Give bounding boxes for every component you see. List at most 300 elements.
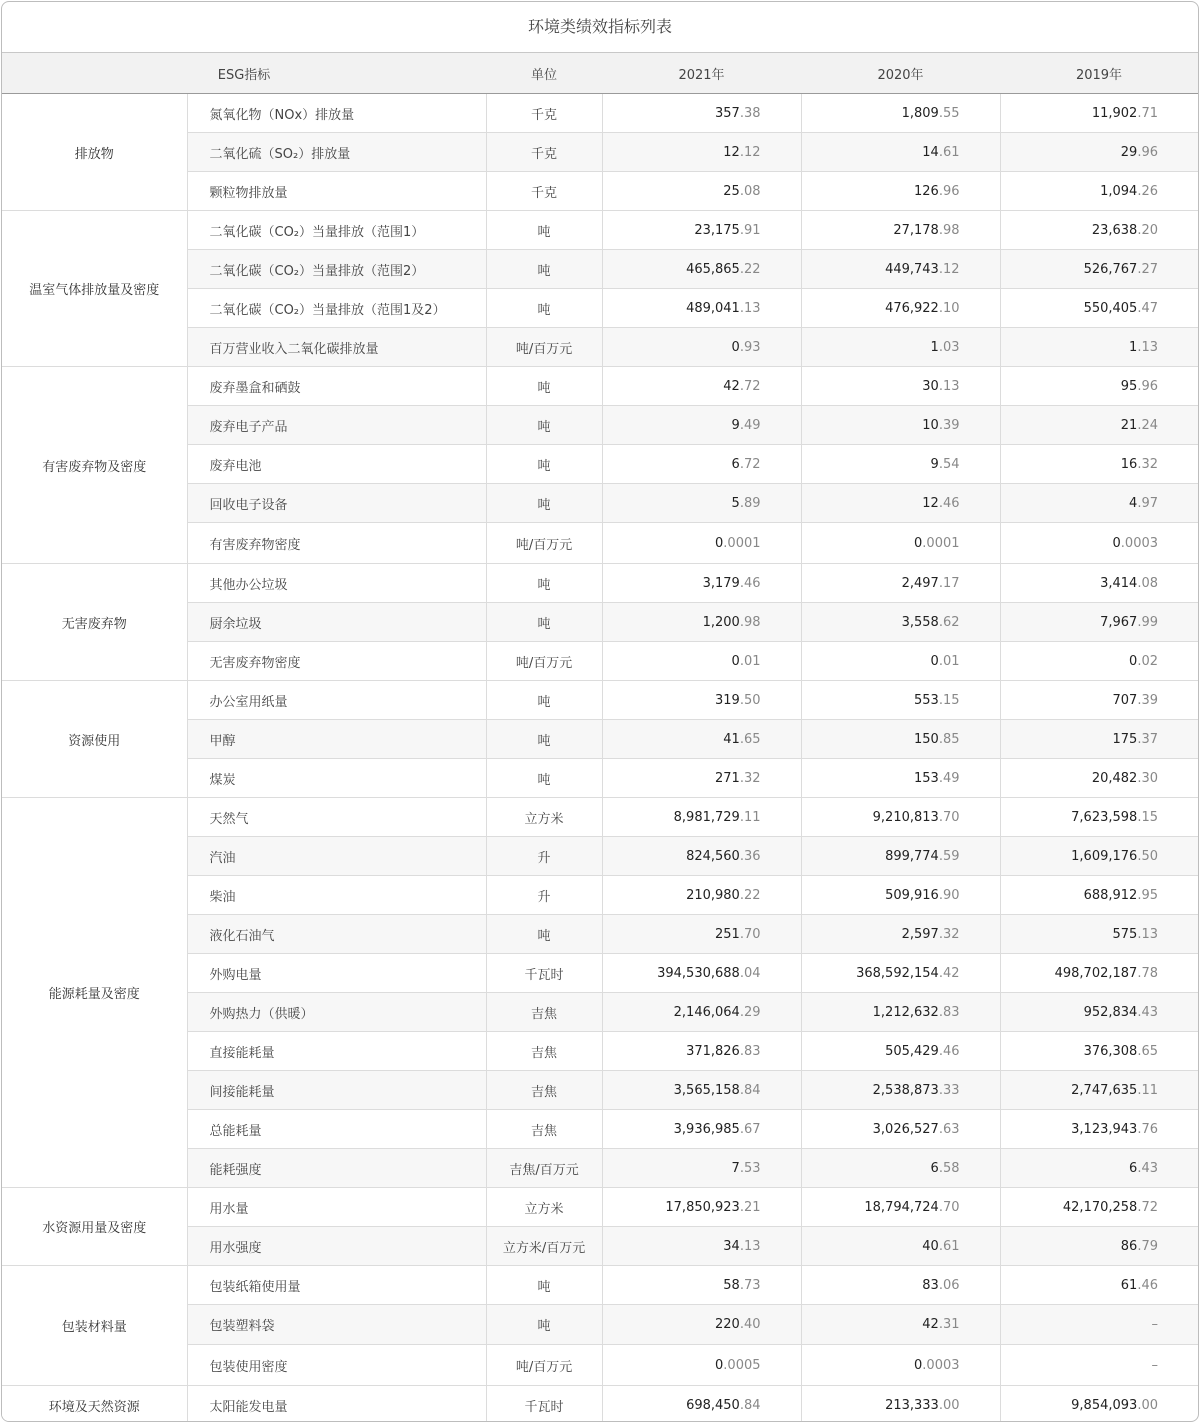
unit-cell: 升 xyxy=(486,837,602,876)
value-text: 2,146,064.29 xyxy=(673,1004,761,1020)
value-cell-2020 xyxy=(801,1188,1000,1227)
value-cell-2019 xyxy=(1000,759,1198,798)
indicator-cell: 包装纸箱使用量 xyxy=(187,1266,486,1305)
value-text: 61.46 xyxy=(1120,1277,1159,1293)
value-text: 505,429.46 xyxy=(885,1043,960,1059)
value-cell-2020 xyxy=(801,94,1000,133)
value-text: 0.0003 xyxy=(914,1357,960,1373)
value-text: 27,178.98 xyxy=(893,222,960,238)
value-text: 6.58 xyxy=(930,1160,960,1176)
value-cell-2019 xyxy=(1000,642,1198,681)
value-text: 20,482.30 xyxy=(1091,770,1159,786)
unit-cell: 吨 xyxy=(486,720,602,759)
value-cell-2020 xyxy=(801,720,1000,759)
category-cell: 有害废弃物及密度 xyxy=(2,367,187,564)
value-cell-2019 xyxy=(1000,94,1198,133)
value-text: 6.72 xyxy=(731,456,761,472)
value-cell-2021 xyxy=(602,564,801,603)
value-cell-2020 xyxy=(801,993,1000,1032)
unit-cell: 吉焦 xyxy=(486,1032,602,1071)
value-text: 707.39 xyxy=(1112,692,1159,708)
value-cell-2020 xyxy=(801,1305,1000,1345)
value-cell-2021 xyxy=(602,1071,801,1110)
value-cell-2019 xyxy=(1000,1386,1198,1423)
unit-cell: 千克 xyxy=(486,94,602,133)
value-text: 9,854,093.00 xyxy=(1071,1398,1159,1413)
value-text: 1.03 xyxy=(930,339,960,355)
value-text: 3,936,985.67 xyxy=(673,1121,761,1137)
category-cell: 水资源用量及密度 xyxy=(2,1188,187,1266)
value-cell-2019 xyxy=(1000,1227,1198,1266)
value-text: 10.39 xyxy=(922,417,960,433)
value-text: 12.46 xyxy=(922,495,960,511)
unit-cell: 吨 xyxy=(486,406,602,445)
unit-cell: 吨/百万元 xyxy=(486,642,602,681)
value-text: 498,702,187.78 xyxy=(1054,965,1159,981)
value-cell-2019 xyxy=(1000,484,1198,523)
value-text: 8,981,729.11 xyxy=(673,809,761,825)
value-cell-2019 xyxy=(1000,876,1198,915)
value-text: 3,026,527.63 xyxy=(872,1121,960,1137)
value-text: 21.24 xyxy=(1120,417,1159,433)
value-text: – xyxy=(1151,1317,1159,1332)
table-body xyxy=(2,94,1198,1423)
value-text: 0.01 xyxy=(930,653,960,669)
indicator-cell: 总能耗量 xyxy=(187,1110,486,1149)
value-text: 2,597.32 xyxy=(901,926,960,942)
value-cell-2021 xyxy=(602,1266,801,1305)
value-text: 86.79 xyxy=(1120,1238,1159,1254)
unit-cell: 吉焦 xyxy=(486,993,602,1032)
header-2021: 2021年 xyxy=(602,53,801,94)
value-cell-2019 xyxy=(1000,1149,1198,1188)
table-row xyxy=(2,1188,1198,1227)
indicator-cell: 汽油 xyxy=(187,837,486,876)
value-cell-2020 xyxy=(801,1266,1000,1305)
value-cell-2021 xyxy=(602,915,801,954)
value-text: 4.97 xyxy=(1129,495,1159,511)
value-cell-2019 xyxy=(1000,681,1198,720)
table-row xyxy=(2,1266,1198,1305)
value-text: 11,902.71 xyxy=(1091,105,1159,121)
value-text: 3,558.62 xyxy=(901,614,960,630)
value-text: 489,041.13 xyxy=(686,300,761,316)
indicator-cell: 能耗强度 xyxy=(187,1149,486,1188)
value-cell-2020 xyxy=(801,250,1000,289)
value-cell-2020 xyxy=(801,915,1000,954)
value-cell-2020 xyxy=(801,367,1000,406)
value-cell-2021 xyxy=(602,289,801,328)
value-text: 1,212,632.83 xyxy=(872,1004,960,1020)
indicator-cell: 颗粒物排放量 xyxy=(187,172,486,211)
indicator-cell: 办公室用纸量 xyxy=(187,681,486,720)
unit-cell: 吨 xyxy=(486,250,602,289)
value-cell-2019 xyxy=(1000,523,1198,564)
value-text: 3,565,158.84 xyxy=(673,1082,761,1098)
value-text: 58.73 xyxy=(723,1277,761,1293)
value-text: 1,094.26 xyxy=(1100,183,1159,199)
unit-cell: 千克 xyxy=(486,133,602,172)
value-text: 465,865.22 xyxy=(686,261,761,277)
value-cell-2021 xyxy=(602,328,801,367)
value-cell-2020 xyxy=(801,1386,1000,1423)
value-text: 213,333.00 xyxy=(885,1398,960,1413)
value-cell-2021 xyxy=(602,211,801,250)
value-cell-2019 xyxy=(1000,798,1198,837)
value-text: 553.15 xyxy=(914,692,960,708)
value-text: 23,638.20 xyxy=(1091,222,1159,238)
value-text: 952,834.43 xyxy=(1083,1004,1159,1020)
indicator-cell: 氮氧化物（NOx）排放量 xyxy=(187,94,486,133)
indicator-cell: 外购电量 xyxy=(187,954,486,993)
value-text: 0.0001 xyxy=(914,535,960,551)
unit-cell: 吉焦/百万元 xyxy=(486,1149,602,1188)
indicator-cell: 间接能耗量 xyxy=(187,1071,486,1110)
value-cell-2020 xyxy=(801,1032,1000,1071)
indicator-cell: 二氧化碳（CO₂）当量排放（范围1及2） xyxy=(187,289,486,328)
value-cell-2019 xyxy=(1000,289,1198,328)
value-cell-2020 xyxy=(801,1110,1000,1149)
value-cell-2020 xyxy=(801,172,1000,211)
header-row xyxy=(2,53,1198,94)
value-cell-2019 xyxy=(1000,915,1198,954)
category-cell: 排放物 xyxy=(2,94,187,211)
value-text: 0.0005 xyxy=(715,1357,761,1373)
value-cell-2021 xyxy=(602,1345,801,1386)
value-text: 0.93 xyxy=(731,339,761,355)
indicator-cell: 废弃墨盒和硒鼓 xyxy=(187,367,486,406)
unit-cell: 立方米 xyxy=(486,798,602,837)
indicator-cell: 废弃电池 xyxy=(187,445,486,484)
unit-cell: 立方米 xyxy=(486,1188,602,1227)
value-cell-2020 xyxy=(801,1149,1000,1188)
unit-cell: 吉焦 xyxy=(486,1110,602,1149)
value-cell-2021 xyxy=(602,837,801,876)
value-cell-2021 xyxy=(602,94,801,133)
value-text: 526,767.27 xyxy=(1083,261,1159,277)
value-cell-2021 xyxy=(602,406,801,445)
value-cell-2020 xyxy=(801,564,1000,603)
value-cell-2019 xyxy=(1000,445,1198,484)
value-cell-2021 xyxy=(602,1386,801,1423)
value-cell-2019 xyxy=(1000,1032,1198,1071)
value-text: 899,774.59 xyxy=(885,848,960,864)
value-cell-2020 xyxy=(801,406,1000,445)
indicator-cell: 回收电子设备 xyxy=(187,484,486,523)
unit-cell: 千瓦时 xyxy=(486,954,602,993)
value-text: 368,592,154.42 xyxy=(856,965,960,981)
value-text: 824,560.36 xyxy=(686,848,761,864)
value-cell-2020 xyxy=(801,133,1000,172)
indicator-cell: 液化石油气 xyxy=(187,915,486,954)
value-text: 83.06 xyxy=(922,1277,960,1293)
category-cell: 能源耗量及密度 xyxy=(2,798,187,1188)
indicator-cell: 有害废弃物密度 xyxy=(187,523,486,564)
indicator-cell: 外购热力（供暖） xyxy=(187,993,486,1032)
value-cell-2021 xyxy=(602,172,801,211)
unit-cell: 吨 xyxy=(486,1266,602,1305)
value-cell-2021 xyxy=(602,250,801,289)
value-cell-2021 xyxy=(602,954,801,993)
value-text: 3,414.08 xyxy=(1100,575,1159,591)
table-row xyxy=(2,798,1198,837)
value-cell-2021 xyxy=(602,798,801,837)
value-text: 0.0003 xyxy=(1112,535,1159,551)
table-row xyxy=(2,94,1198,133)
indicator-cell: 其他办公垃圾 xyxy=(187,564,486,603)
unit-cell: 千克 xyxy=(486,172,602,211)
value-text: 0.02 xyxy=(1129,653,1159,669)
value-text: 210,980.22 xyxy=(686,887,761,903)
value-text: 319.50 xyxy=(715,692,761,708)
value-text: 251.70 xyxy=(715,926,761,942)
value-cell-2019 xyxy=(1000,837,1198,876)
value-cell-2019 xyxy=(1000,328,1198,367)
indicator-cell: 废弃电子产品 xyxy=(187,406,486,445)
unit-cell: 吨 xyxy=(486,289,602,328)
value-text: 476,922.10 xyxy=(885,300,960,316)
value-cell-2020 xyxy=(801,681,1000,720)
value-text: 1,200.98 xyxy=(702,614,761,630)
indicator-cell: 无害废弃物密度 xyxy=(187,642,486,681)
unit-cell: 吨 xyxy=(486,211,602,250)
value-text: 95.96 xyxy=(1120,378,1159,394)
value-text: 575.13 xyxy=(1112,926,1159,942)
value-text: 2,538,873.33 xyxy=(872,1082,960,1098)
header-2019: 2019年 xyxy=(1000,53,1198,94)
value-cell-2019 xyxy=(1000,603,1198,642)
value-cell-2020 xyxy=(801,484,1000,523)
indicator-cell: 包装塑料袋 xyxy=(187,1305,486,1345)
category-cell: 包装材料量 xyxy=(2,1266,187,1386)
value-cell-2020 xyxy=(801,954,1000,993)
header-esg-indicator: ESG指标 xyxy=(2,53,486,94)
value-cell-2020 xyxy=(801,759,1000,798)
indicator-cell: 太阳能发电量 xyxy=(187,1386,486,1423)
unit-cell: 升 xyxy=(486,876,602,915)
value-text: 1,809.55 xyxy=(901,105,960,121)
value-cell-2020 xyxy=(801,523,1000,564)
table-row xyxy=(2,681,1198,720)
value-cell-2020 xyxy=(801,642,1000,681)
unit-cell: 吨 xyxy=(486,1305,602,1345)
value-text: – xyxy=(1151,1357,1159,1373)
unit-cell: 吨 xyxy=(486,445,602,484)
value-text: 17,850,923.21 xyxy=(665,1199,761,1215)
unit-cell: 吨/百万元 xyxy=(486,523,602,564)
value-cell-2021 xyxy=(602,1149,801,1188)
value-text: 6.43 xyxy=(1129,1160,1159,1176)
value-cell-2019 xyxy=(1000,1266,1198,1305)
unit-cell: 吨 xyxy=(486,367,602,406)
value-text: 3,179.46 xyxy=(702,575,761,591)
value-cell-2021 xyxy=(602,1110,801,1149)
value-cell-2019 xyxy=(1000,406,1198,445)
indicator-cell: 百万营业收入二氧化碳排放量 xyxy=(187,328,486,367)
unit-cell: 吨 xyxy=(486,603,602,642)
value-text: 153.49 xyxy=(914,770,960,786)
value-cell-2019 xyxy=(1000,172,1198,211)
value-cell-2021 xyxy=(602,445,801,484)
value-text: 371,826.83 xyxy=(686,1043,761,1059)
environment-kpi-table xyxy=(2,53,1198,1422)
value-text: 9.54 xyxy=(930,456,960,472)
indicator-cell: 厨余垃圾 xyxy=(187,603,486,642)
value-cell-2019 xyxy=(1000,1071,1198,1110)
unit-cell: 吨/百万元 xyxy=(486,1345,602,1386)
value-text: 23,175.91 xyxy=(694,222,761,238)
value-cell-2021 xyxy=(602,720,801,759)
value-cell-2019 xyxy=(1000,250,1198,289)
table-row xyxy=(2,1386,1198,1423)
indicator-cell: 甲醇 xyxy=(187,720,486,759)
category-cell: 温室气体排放量及密度 xyxy=(2,211,187,367)
value-cell-2020 xyxy=(801,211,1000,250)
value-text: 376,308.65 xyxy=(1083,1043,1159,1059)
category-cell: 资源使用 xyxy=(2,681,187,798)
unit-cell: 吨 xyxy=(486,915,602,954)
value-text: 0.01 xyxy=(731,653,761,669)
value-cell-2020 xyxy=(801,328,1000,367)
value-text: 449,743.12 xyxy=(885,261,960,277)
value-cell-2021 xyxy=(602,484,801,523)
table-frame xyxy=(1,1,1199,1422)
value-text: 25.08 xyxy=(723,183,761,199)
value-cell-2019 xyxy=(1000,954,1198,993)
value-text: 2,747,635.11 xyxy=(1071,1082,1159,1098)
indicator-cell: 直接能耗量 xyxy=(187,1032,486,1071)
header-unit: 单位 xyxy=(486,53,602,94)
header-2020: 2020年 xyxy=(801,53,1000,94)
value-cell-2021 xyxy=(602,1227,801,1266)
value-text: 16.32 xyxy=(1120,456,1159,472)
value-cell-2019 xyxy=(1000,720,1198,759)
value-cell-2020 xyxy=(801,1227,1000,1266)
value-text: 5.89 xyxy=(731,495,761,511)
value-text: 42,170,258.72 xyxy=(1062,1199,1159,1215)
value-text: 271.32 xyxy=(715,770,761,786)
value-cell-2021 xyxy=(602,1032,801,1071)
indicator-cell: 二氧化碳（CO₂）当量排放（范围1） xyxy=(187,211,486,250)
value-text: 1,609,176.50 xyxy=(1071,848,1159,864)
value-text: 29.96 xyxy=(1120,144,1159,160)
value-text: 1.13 xyxy=(1129,339,1159,355)
indicator-cell: 用水量 xyxy=(187,1188,486,1227)
value-text: 42.31 xyxy=(922,1317,960,1332)
value-text: 7,967.99 xyxy=(1100,614,1159,630)
value-text: 175.37 xyxy=(1112,731,1159,747)
value-cell-2021 xyxy=(602,876,801,915)
table-title: 环境类绩效指标列表 xyxy=(2,2,1198,53)
value-text: 2,497.17 xyxy=(901,575,960,591)
value-cell-2019 xyxy=(1000,133,1198,172)
unit-cell: 吨 xyxy=(486,564,602,603)
value-cell-2021 xyxy=(602,1188,801,1227)
value-text: 42.72 xyxy=(723,378,761,394)
value-cell-2021 xyxy=(602,367,801,406)
unit-cell: 吉焦 xyxy=(486,1071,602,1110)
unit-cell: 吨 xyxy=(486,759,602,798)
value-cell-2020 xyxy=(801,445,1000,484)
value-cell-2020 xyxy=(801,876,1000,915)
value-text: 9,210,813.70 xyxy=(872,809,960,825)
value-text: 126.96 xyxy=(914,183,960,199)
value-text: 3,123,943.76 xyxy=(1071,1121,1159,1137)
table-row xyxy=(2,211,1198,250)
value-cell-2019 xyxy=(1000,1110,1198,1149)
value-text: 7.53 xyxy=(731,1160,761,1176)
value-cell-2021 xyxy=(602,759,801,798)
value-cell-2021 xyxy=(602,1305,801,1345)
value-cell-2020 xyxy=(801,289,1000,328)
category-cell: 环境及天然资源 xyxy=(2,1386,187,1423)
table-row xyxy=(2,564,1198,603)
indicator-cell: 包装使用密度 xyxy=(187,1345,486,1386)
value-text: 41.65 xyxy=(723,731,761,747)
indicator-cell: 二氧化硫（SO₂）排放量 xyxy=(187,133,486,172)
value-text: 357.38 xyxy=(715,105,761,121)
value-cell-2020 xyxy=(801,1071,1000,1110)
value-text: 7,623,598.15 xyxy=(1071,809,1159,825)
value-text: 394,530,688.04 xyxy=(657,965,761,981)
value-text: 550,405.47 xyxy=(1083,300,1159,316)
value-cell-2020 xyxy=(801,798,1000,837)
indicator-cell: 用水强度 xyxy=(187,1227,486,1266)
indicator-cell: 柴油 xyxy=(187,876,486,915)
value-cell-2020 xyxy=(801,603,1000,642)
value-text: 34.13 xyxy=(723,1238,761,1254)
value-text: 150.85 xyxy=(914,731,960,747)
value-cell-2021 xyxy=(602,523,801,564)
value-cell-2020 xyxy=(801,1345,1000,1386)
unit-cell: 千瓦时 xyxy=(486,1386,602,1423)
unit-cell: 吨 xyxy=(486,484,602,523)
value-text: 698,450.84 xyxy=(686,1398,761,1413)
value-cell-2021 xyxy=(602,681,801,720)
indicator-cell: 二氧化碳（CO₂）当量排放（范围2） xyxy=(187,250,486,289)
value-cell-2019 xyxy=(1000,367,1198,406)
value-text: 18,794,724.70 xyxy=(864,1199,960,1215)
value-text: 12.12 xyxy=(723,144,761,160)
value-cell-2021 xyxy=(602,603,801,642)
value-text: 220.40 xyxy=(715,1317,761,1332)
unit-cell: 吨/百万元 xyxy=(486,328,602,367)
unit-cell: 立方米/百万元 xyxy=(486,1227,602,1266)
value-cell-2019 xyxy=(1000,1345,1198,1386)
value-cell-2019 xyxy=(1000,564,1198,603)
indicator-cell: 煤炭 xyxy=(187,759,486,798)
value-cell-2020 xyxy=(801,837,1000,876)
value-text: 509,916.90 xyxy=(885,887,960,903)
value-cell-2019 xyxy=(1000,211,1198,250)
unit-cell: 吨 xyxy=(486,681,602,720)
value-text: 688,912.95 xyxy=(1083,887,1159,903)
value-cell-2019 xyxy=(1000,1188,1198,1227)
value-cell-2019 xyxy=(1000,1305,1198,1345)
value-cell-2019 xyxy=(1000,993,1198,1032)
indicator-cell: 天然气 xyxy=(187,798,486,837)
value-text: 40.61 xyxy=(922,1238,960,1254)
value-cell-2021 xyxy=(602,642,801,681)
table-row xyxy=(2,367,1198,406)
value-text: 9.49 xyxy=(731,417,761,433)
value-cell-2021 xyxy=(602,133,801,172)
value-text: 30.13 xyxy=(922,378,960,394)
value-cell-2021 xyxy=(602,993,801,1032)
value-text: 14.61 xyxy=(922,144,960,160)
value-text: 0.0001 xyxy=(715,535,761,551)
category-cell: 无害废弃物 xyxy=(2,564,187,681)
